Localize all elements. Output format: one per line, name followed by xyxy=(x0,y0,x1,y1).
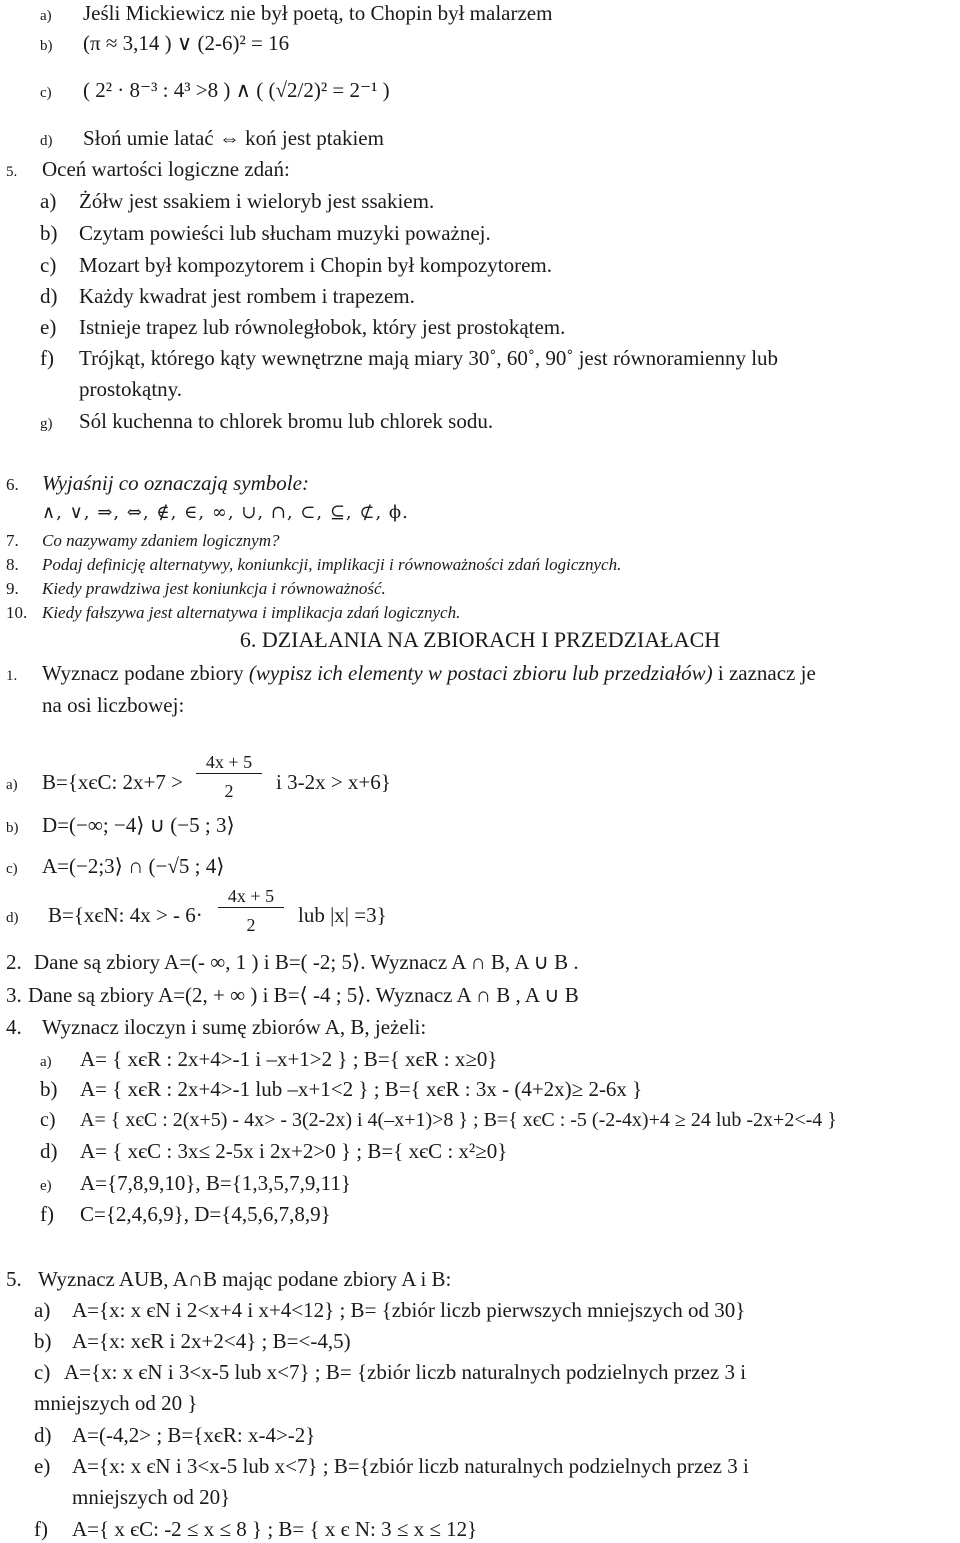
item-label: b) xyxy=(6,820,19,836)
s5-item-a xyxy=(34,1297,745,1323)
s5-heading xyxy=(6,1266,451,1292)
q9-number: 9. xyxy=(6,579,19,598)
item-text: A= { xєC : 2(x+5) - 4x> - 3(2-2x) i 4(–x+1)>8 } ; B={ xєC : -5 (-2-4x)+4 ≥ 24 lub -2x+2<-4 } xyxy=(80,1109,837,1131)
s3-number: 3. xyxy=(6,983,22,1007)
q5-item-c xyxy=(40,252,552,278)
s3-text: Dane są zbiory A=(2, + ∞ ) i B=⟨ -4 ; 5⟩. Wyznacz A ∩ B , A ∪ B xyxy=(28,983,579,1007)
q10 xyxy=(6,600,460,626)
item-label: c) xyxy=(6,861,18,877)
item-text: A={x: x єN i 2<x+4 i x+4<12} ; B= {zbiór liczb pierwszych mniejszych od 30} xyxy=(72,1298,746,1322)
s1-a-tail: i 3-2x > x+6} xyxy=(276,770,391,794)
q5-item-f xyxy=(40,345,778,371)
item-text: Jeśli Mickiewicz nie był poetą, to Chopin był malarzem xyxy=(83,1,553,25)
item-label: c) xyxy=(40,1109,56,1131)
item-text: Słoń umie latać ⇔ koń jest ptakiem xyxy=(83,126,384,150)
top-item-d xyxy=(40,125,384,154)
s4-item-a xyxy=(40,1046,497,1075)
item-label: a) xyxy=(40,189,57,213)
item-label: d) xyxy=(40,133,53,149)
item-text: Żółw jest ssakiem i wieloryb jest ssakiem. xyxy=(79,189,435,213)
s2-text: Dane są zbiory A=(- ∞, 1 ) i B=( -2; 5⟩. Wyznacz A ∩ B, A ∪ B . xyxy=(34,950,579,974)
s4-item-e xyxy=(40,1170,351,1199)
q6-heading xyxy=(6,470,309,498)
s5-item-e xyxy=(34,1453,749,1479)
item-text: Sól kuchenna to chlorek bromu lub chlorek sodu. xyxy=(79,409,494,433)
s1-item-a xyxy=(6,769,183,798)
item-text: A={ x єC: -2 ≤ x ≤ 8 } ; B= { x є N: 3 ≤ x ≤ 12} xyxy=(72,1517,478,1541)
q6-symbols: ∧, ∨, ⇒, ⇔, ∉, ∈, ∞, ∪, ∩, ⊂, ⊆, ⊄, ϕ. xyxy=(42,502,409,523)
item-label: a) xyxy=(40,8,52,24)
q5-heading xyxy=(6,156,290,185)
s4-heading xyxy=(6,1014,426,1040)
item-text: (π ≈ 3,14 ) ∨ (2-6)² = 16 xyxy=(83,31,290,55)
q8-number: 8. xyxy=(6,555,19,574)
q5-title: Oceń wartości logiczne zdań: xyxy=(42,157,290,181)
item-text-continued: mniejszych od 20} xyxy=(72,1485,231,1509)
s1-a-fraction-denominator: 2 xyxy=(224,781,234,801)
s1-d-tail: lub |x| =3} xyxy=(298,903,387,927)
q5-item-g xyxy=(40,408,493,437)
s4-number: 4. xyxy=(6,1015,22,1039)
s1-item-c xyxy=(6,853,224,882)
q8-text: Podaj definicję alternatywy, koniunkcji, implikacji i równoważności zdań logicznych. xyxy=(42,555,622,574)
q6-number: 6. xyxy=(6,475,19,494)
top-item-b xyxy=(40,30,289,59)
item-label: c) xyxy=(40,253,57,277)
item-text: A= { xєR : 2x+4>-1 lub –x+1<2 } ; B={ xєR : 3x - (4+2x)≥ 2-6x } xyxy=(80,1077,643,1101)
q5-item-a xyxy=(40,188,434,214)
s1-number: 1. xyxy=(6,668,18,684)
s2-number: 2. xyxy=(6,950,22,974)
q6-title: Wyjaśnij co oznaczają symbole: xyxy=(42,471,309,495)
item-text: A=(−2;3⟩ ∩ (−√5 ; 4⟩ xyxy=(42,854,225,878)
s1-line2: na osi liczbowej: xyxy=(42,693,185,717)
s5-item-f xyxy=(34,1516,477,1542)
s1-pre: Wyznacz podane zbiory xyxy=(42,661,249,685)
s4-item-f xyxy=(40,1201,331,1227)
item-label: d) xyxy=(34,1423,52,1447)
item-label: b) xyxy=(40,38,53,54)
item-label: d) xyxy=(40,284,58,308)
s1-item-d xyxy=(6,902,203,931)
item-label: e) xyxy=(40,315,57,339)
item-text-continued: mniejszych od 20 } xyxy=(34,1391,198,1415)
q10-text: Kiedy fałszywa jest alternatywa i implikacja zdań logicznych. xyxy=(42,603,461,622)
s5-item-d xyxy=(34,1422,315,1448)
q5-item-e xyxy=(40,314,565,340)
item-text: Czytam powieści lub słucham muzyki poważnej. xyxy=(79,221,491,245)
s3 xyxy=(6,982,579,1008)
top-item-c xyxy=(40,77,390,106)
item-label: e) xyxy=(40,1178,52,1194)
s5-item-c-cont xyxy=(34,1390,197,1416)
item-label: d) xyxy=(6,910,19,926)
q5-item-d xyxy=(40,283,415,309)
item-text: A={7,8,9,10}, B={1,3,5,7,9,11} xyxy=(80,1171,351,1195)
s4-item-b xyxy=(40,1076,642,1102)
q8 xyxy=(6,552,621,578)
item-label: a) xyxy=(34,1298,51,1322)
q9 xyxy=(6,576,386,602)
item-text: A={x: x єN i 3<x-5 lub x<7} ; B= {zbiór liczb naturalnych podzielnych przez 3 i xyxy=(64,1360,747,1384)
s1-heading xyxy=(6,660,816,689)
item-text: A={x: x єN i 3<x-5 lub x<7} ; B={zbiór liczb naturalnych podzielnych przez 3 i xyxy=(72,1454,749,1478)
item-label: g) xyxy=(40,416,53,432)
item-label: f) xyxy=(40,1202,54,1226)
item-text: Każdy kwadrat jest rombem i trapezem. xyxy=(79,284,415,308)
item-label: b) xyxy=(40,221,58,245)
item-text: A=(-4,2> ; B={xєR: x-4>-2} xyxy=(72,1423,316,1447)
s4-item-d xyxy=(40,1138,507,1164)
top-item-a xyxy=(40,0,552,29)
item-label: a) xyxy=(6,777,18,793)
s1-post: i zaznacz je xyxy=(712,661,816,685)
s5-number: 5. xyxy=(6,1267,22,1291)
item-text: C={2,4,6,9}, D={4,5,6,7,8,9} xyxy=(80,1202,331,1226)
item-label: c) xyxy=(34,1360,51,1384)
s1-a-fraction-numerator: 4x + 5 xyxy=(196,751,262,774)
q9-text: Kiedy prawdziwa jest koniunkcja i równoważność. xyxy=(42,579,386,598)
item-label: a) xyxy=(40,1054,52,1070)
item-text: A= { xєC : 3x≤ 2-5x i 2x+2>0 } ; B={ xєC : x²≥0} xyxy=(80,1139,508,1163)
item-label: c) xyxy=(40,85,52,101)
s2 xyxy=(6,949,579,975)
item-label: b) xyxy=(40,1077,58,1101)
item-label: f) xyxy=(34,1517,48,1541)
s1-d-fraction-denominator: 2 xyxy=(246,915,256,935)
s4-item-c xyxy=(40,1107,837,1133)
q7-text: Co nazywamy zdaniem logicznym? xyxy=(42,531,280,550)
s4-title: Wyznacz iloczyn i sumę zbiorów A, B, jeżeli: xyxy=(42,1015,427,1039)
q5-number: 5. xyxy=(6,164,18,180)
item-text: B={xєN: 4x > - 6· xyxy=(48,903,203,927)
q5-item-b xyxy=(40,220,491,246)
item-text: B={xєC: 2x+7 > xyxy=(42,770,183,794)
item-label: b) xyxy=(34,1329,52,1353)
q5-item-f-cont xyxy=(79,376,182,402)
item-text: D=(−∞; −4⟩ ∪ (−5 ; 3⟩ xyxy=(42,813,235,837)
s1-item-b xyxy=(6,812,235,841)
item-label: d) xyxy=(40,1139,58,1163)
s1-italic: (wypisz ich elementy w postaci zbioru lub przedziałów) xyxy=(248,661,713,685)
s5-title: Wyznacz AUB, A∩B mając podane zbiory A i B: xyxy=(38,1267,452,1291)
item-text: ( 2² · 8⁻³ : 4³ >8 ) ∧ ( (√2/2)² = 2⁻¹ ) xyxy=(83,78,390,102)
q7-number: 7. xyxy=(6,531,19,550)
s5-item-c xyxy=(34,1359,746,1385)
item-text: A={x: xєR i 2x+2<4} ; B=<-4,5) xyxy=(72,1329,351,1353)
item-label: f) xyxy=(40,346,54,370)
item-text: Mozart był kompozytorem i Chopin był kompozytorem. xyxy=(79,253,553,277)
item-text-continued: prostokątny. xyxy=(79,377,183,401)
item-label: e) xyxy=(34,1454,51,1478)
item-text: A= { xєR : 2x+4>-1 i –x+1>2 } ; B={ xєR : x≥0} xyxy=(80,1047,498,1071)
s5-item-b xyxy=(34,1328,351,1354)
q10-number: 10. xyxy=(6,603,28,622)
s5-item-e-cont xyxy=(72,1484,230,1510)
q7 xyxy=(6,528,280,554)
section-title: 6. DZIAŁANIA NA ZBIORACH I PRZEDZIAŁACH xyxy=(239,627,721,652)
item-text: Trójkąt, którego kąty wewnętrzne mają miary 30˚, 60˚, 90˚ jest równoramienny lub xyxy=(79,346,779,370)
item-text: Istnieje trapez lub równoległobok, który jest prostokątem. xyxy=(79,315,566,339)
s1-d-fraction-numerator: 4x + 5 xyxy=(218,885,284,908)
